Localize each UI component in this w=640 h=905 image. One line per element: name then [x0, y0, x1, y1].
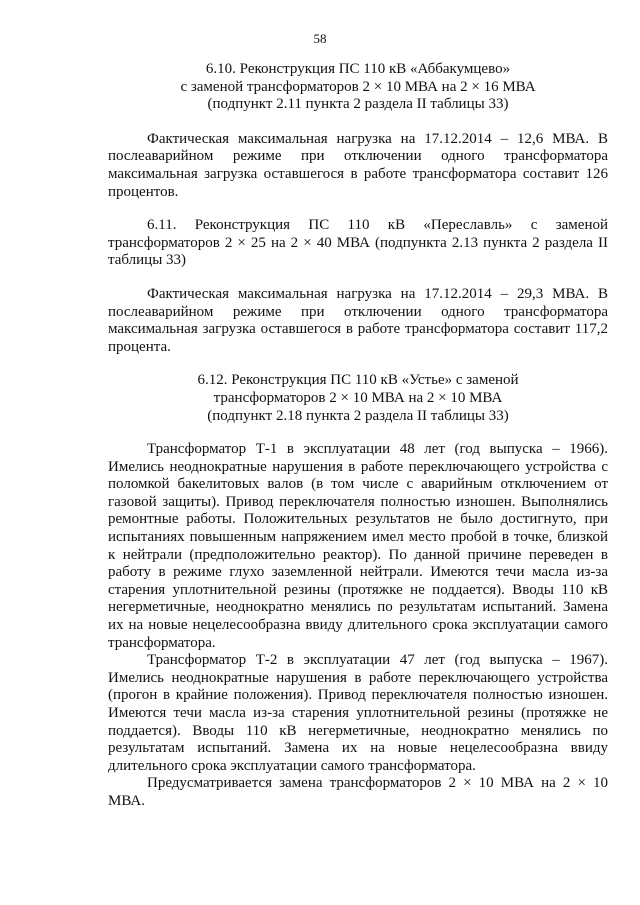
heading-line: с заменой трансформаторов 2 × 10 МВА на 2 × 16 МВА: [180, 78, 536, 95]
section-6-11-paragraph: Фактическая максимальная нагрузка на 17.12.2014 – 29,3 МВА. В послеаварийном режиме при отключении одного трансформатора максимальная загрузка оставшегося в работе трансформатора составит 117,2 процента.: [108, 285, 608, 355]
section-6-12-paragraph-t2: Трансформатор Т-2 в эксплуатации 47 лет (год выпуска – 1967). Имелись неоднократные нарушения в работе переключающего устройства (прогон в крайние положения). Привод переключателя полностью изношен. Имеются течи масла из-за старения уплотнительной резины (протяжке не поддается). Вводы 110 кВ негерметичные, неоднократно менялись по результатам испытаний. Замена их на новые нецелесообразна ввиду длительного срока эксплуатации самого трансформатора.: [108, 652, 608, 774]
section-6-12-paragraph-conclusion: Предусматривается замена трансформаторов 2 × 10 МВА на 2 × 10 МВА.: [108, 775, 608, 809]
heading-line: (подпункт 2.11 пункта 2 раздела II таблицы 33): [207, 96, 509, 113]
heading-line: (подпункт 2.18 пункта 2 раздела II таблицы 33): [207, 407, 509, 424]
heading-line: 6.10. Реконструкция ПС 110 кВ «Аббакумцево»: [205, 61, 511, 77]
section-6-12-heading: [108, 372, 608, 425]
page-number: 58: [313, 31, 327, 46]
section-6-10-paragraph: Фактическая максимальная нагрузка на 17.12.2014 – 12,6 МВА. В послеаварийном режиме при отключении одного трансформатора максимальная загрузка оставшегося в работе трансформатора составит 126 процентов.: [108, 130, 608, 200]
section-6-12-paragraph-t1: Трансформатор Т-1 в эксплуатации 48 лет (год выпуска – 1966). Имелись неоднократные нарушения в работе переключающего устройства с поломкой бакелитовых валов (в том числе с аварийным отключением от газовой защиты). Привод переключателя полностью изношен. Выполнялись ремонтные работы. Положительных результатов не было достигнуто, при испытаниях повышенным напряжением имел место пробой в точке, близкой к нейтрали (предположительно реактор). По данной причине переведен в работу в режиме глухо заземленной нейтрали. Имеются течи масла из-за старения уплотнительной резины (протяжке не поддается). Вводы 110 кВ негерметичные, неоднократно менялись по результатам испытаний. Замена их на новые нецелесообразна ввиду длительного срока эксплуатации самого трансформатора.: [108, 441, 608, 651]
section-6-10-heading: [108, 61, 608, 114]
section-6-11-heading: 6.11. Реконструкция ПС 110 кВ «Переславль» с заменой трансформаторов 2 × 25 на 2 × 40 МВА (подпункта 2.13 пункта 2 раздела II таблицы 33): [108, 217, 608, 269]
heading-line: 6.12. Реконструкция ПС 110 кВ «Устье» с заменой: [197, 372, 519, 389]
heading-line: трансформаторов 2 × 10 МВА на 2 × 10 МВА: [213, 389, 503, 406]
document-body: [108, 61, 608, 811]
